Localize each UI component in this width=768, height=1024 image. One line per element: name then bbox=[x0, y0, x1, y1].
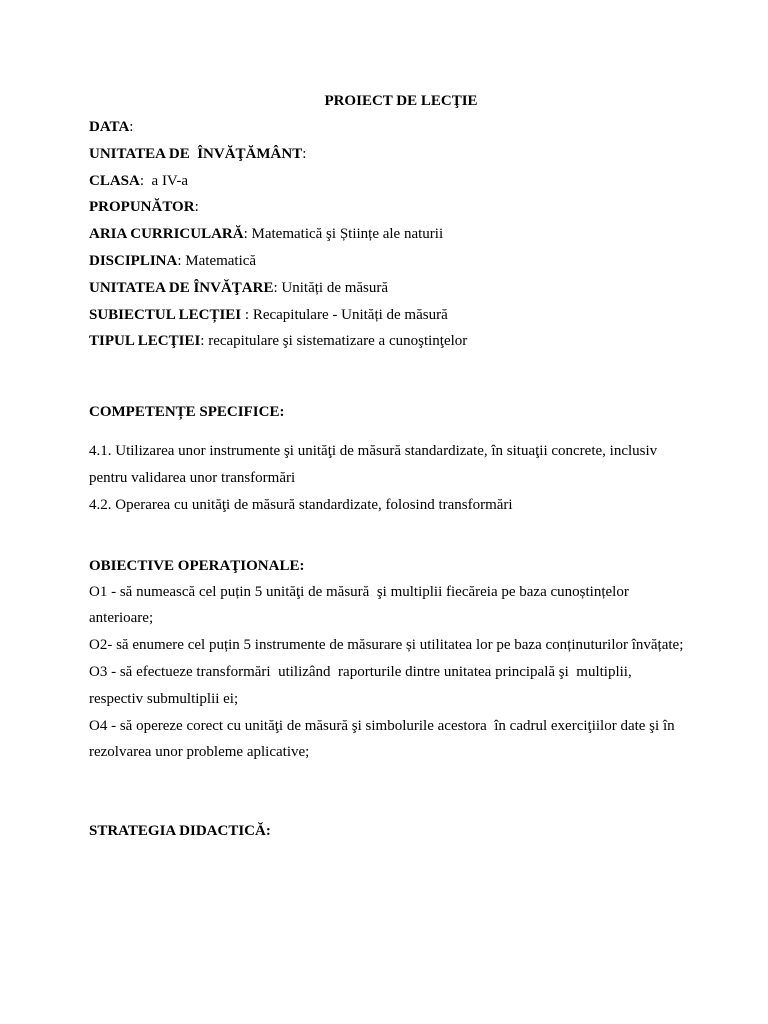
strategie-heading: STRATEGIA DIDACTICĂ: bbox=[89, 823, 271, 840]
obiectiv-item: O4 - să opereze corect cu unităţi de măsură şi simbolurile acestora în cadrul exerciţiilor date şi în rezolvarea unor probleme aplicative; bbox=[89, 717, 679, 761]
document-page bbox=[89, 88, 689, 844]
meta-unitatea-invatare bbox=[89, 275, 689, 302]
obiectiv-item: O3 - să efectueze transformări utilizând raporturile dintre unitatea principală şi multiplii, respectiv submultiplii ei; bbox=[89, 663, 636, 707]
meta-value: Recapitulare - Unități de măsură bbox=[249, 306, 448, 323]
meta-value: Unități de măsură bbox=[277, 279, 389, 296]
meta-subiectul-lectiei bbox=[89, 302, 689, 329]
meta-disciplina bbox=[89, 248, 689, 275]
competenta-item: 4.2. Operarea cu unităţi de măsură standardizate, folosind transformări bbox=[89, 496, 513, 513]
meta-label: ARIA CURRICULARĂ bbox=[89, 226, 244, 243]
meta-separator: : bbox=[302, 145, 307, 162]
meta-value: recapitulare şi sistematizare a cunoştinţelor bbox=[204, 333, 468, 350]
meta-tipul-lectiei bbox=[89, 328, 689, 355]
meta-separator: : bbox=[129, 119, 134, 135]
meta-data bbox=[89, 114, 689, 141]
meta-aria-curriculara bbox=[89, 221, 689, 248]
meta-label: CLASA bbox=[89, 172, 140, 189]
meta-separator: : bbox=[241, 306, 250, 323]
meta-label: TIPUL LECŢIEI bbox=[89, 333, 201, 350]
meta-separator: : bbox=[200, 333, 205, 350]
meta-separator: : bbox=[177, 252, 182, 269]
competente-section bbox=[89, 399, 689, 518]
meta-label: DISCIPLINA bbox=[89, 252, 178, 269]
meta-label: SUBIECTUL LECȚIEI bbox=[89, 306, 242, 323]
meta-clasa bbox=[89, 168, 689, 195]
meta-separator: : bbox=[194, 199, 199, 216]
competente-heading: COMPETENȚE SPECIFICE: bbox=[89, 404, 285, 421]
obiectiv-item: O2- să enumere cel puțin 5 instrumente de măsurare și utilitatea lor pe baza conținuturilor învățate; bbox=[89, 637, 684, 654]
meta-label: PROPUNĂTOR bbox=[89, 199, 195, 216]
obiective-section bbox=[89, 553, 689, 767]
meta-separator: : bbox=[273, 279, 278, 296]
meta-label: UNITATEA DE ÎNVĂŢARE bbox=[89, 279, 274, 296]
document-title: PROIECT DE LECŢIE bbox=[324, 93, 478, 109]
meta-value: Matematică bbox=[181, 252, 257, 269]
obiective-heading: OBIECTIVE OPERAŢIONALE: bbox=[89, 557, 305, 574]
meta-unitatea-invatamant bbox=[89, 141, 689, 168]
meta-label: UNITATEA DE ÎNVĂŢĂMÂNT bbox=[89, 145, 303, 162]
obiectiv-item: O1 - să numească cel puțin 5 unităţi de măsură şi multiplii fiecăreia pe baza cunoștințelor anterioare; bbox=[89, 583, 633, 627]
lesson-metadata bbox=[89, 114, 689, 355]
meta-separator: : bbox=[139, 172, 145, 189]
meta-value: a IV-a bbox=[144, 172, 189, 189]
competenta-item: 4.1. Utilizarea unor instrumente şi unităţi de măsură standardizate, în situaţii concrete, inclusiv pentru validarea unor transformări bbox=[89, 443, 658, 486]
meta-propunator bbox=[89, 194, 689, 221]
meta-separator: : bbox=[243, 226, 248, 243]
strategie-section bbox=[89, 818, 689, 844]
meta-label: DATA bbox=[89, 119, 130, 135]
meta-value: Matematică şi Științe ale naturii bbox=[247, 226, 444, 243]
